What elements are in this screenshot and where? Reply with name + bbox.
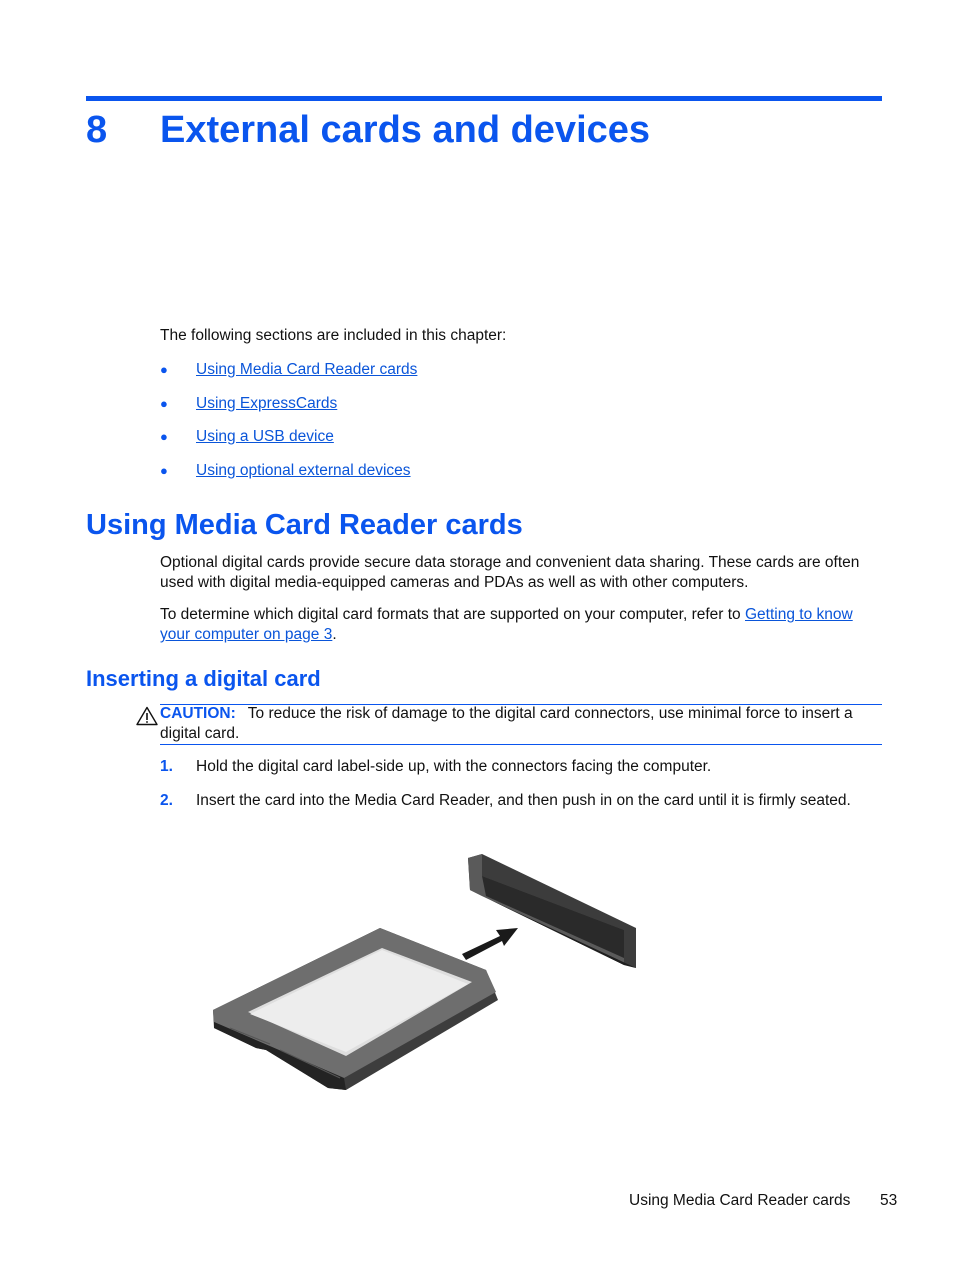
bullet-icon: ● — [160, 462, 168, 478]
bullet-icon: ● — [160, 429, 168, 445]
chapter-title: External cards and devices — [160, 109, 651, 151]
bullet-icon: ● — [160, 362, 168, 377]
section-paragraph-2 — [160, 605, 884, 645]
intro-text: The following sections are included in this chapter: — [160, 327, 507, 344]
toc-link-expresscards[interactable]: Using ExpressCards — [196, 394, 338, 412]
section-paragraph-1: Optional digital cards provide secure data storage and convenient data sharing. These cards are often used with digital media-equipped cameras and PDAs as well as with other computers. — [160, 554, 860, 591]
footer-page-number: 53 — [880, 1192, 898, 1209]
step-text: Hold the digital card label-side up, with the connectors facing the computer. — [196, 758, 712, 775]
footer-section-title: Using Media Card Reader cards — [629, 1192, 851, 1209]
bullet-icon: ● — [160, 395, 168, 411]
step-number: 2. — [160, 792, 173, 809]
getting-to-know-link[interactable]: Getting to know your computer on page 3 — [160, 606, 853, 643]
caution-box — [160, 704, 882, 744]
card-reader-slot — [468, 854, 636, 968]
toc-link-usb-device[interactable]: Using a USB device — [196, 428, 334, 446]
section-heading: Using Media Card Reader cards — [86, 509, 523, 541]
toc-link-external-devices[interactable]: Using optional external devices — [196, 461, 411, 479]
insert-direction-arrow — [462, 928, 518, 960]
caution-message: To reduce the risk of damage to the digital card connectors, use minimal force to insert a digital card. — [160, 705, 853, 742]
chapter-number: 8 — [86, 109, 108, 151]
sd-card — [213, 928, 498, 1090]
para2-prefix: To determine which digital card formats that are supported on your computer, refer to — [160, 606, 745, 623]
subsection-heading: Inserting a digital card — [86, 666, 321, 691]
step-text: Insert the card into the Media Card Reader, and then push in on the card until it is firmly seated. — [196, 792, 851, 809]
toc-link-media-card-reader[interactable]: Using Media Card Reader cards — [196, 361, 418, 378]
warning-triangle-icon — [136, 706, 158, 726]
caution-rule-bottom — [160, 744, 882, 745]
para2-suffix: . — [332, 626, 337, 643]
chapter-rule — [86, 96, 882, 101]
sd-card-insertion-illustration — [200, 850, 650, 1110]
step-number: 1. — [160, 758, 173, 775]
caution-label: CAUTION: — [160, 705, 236, 722]
